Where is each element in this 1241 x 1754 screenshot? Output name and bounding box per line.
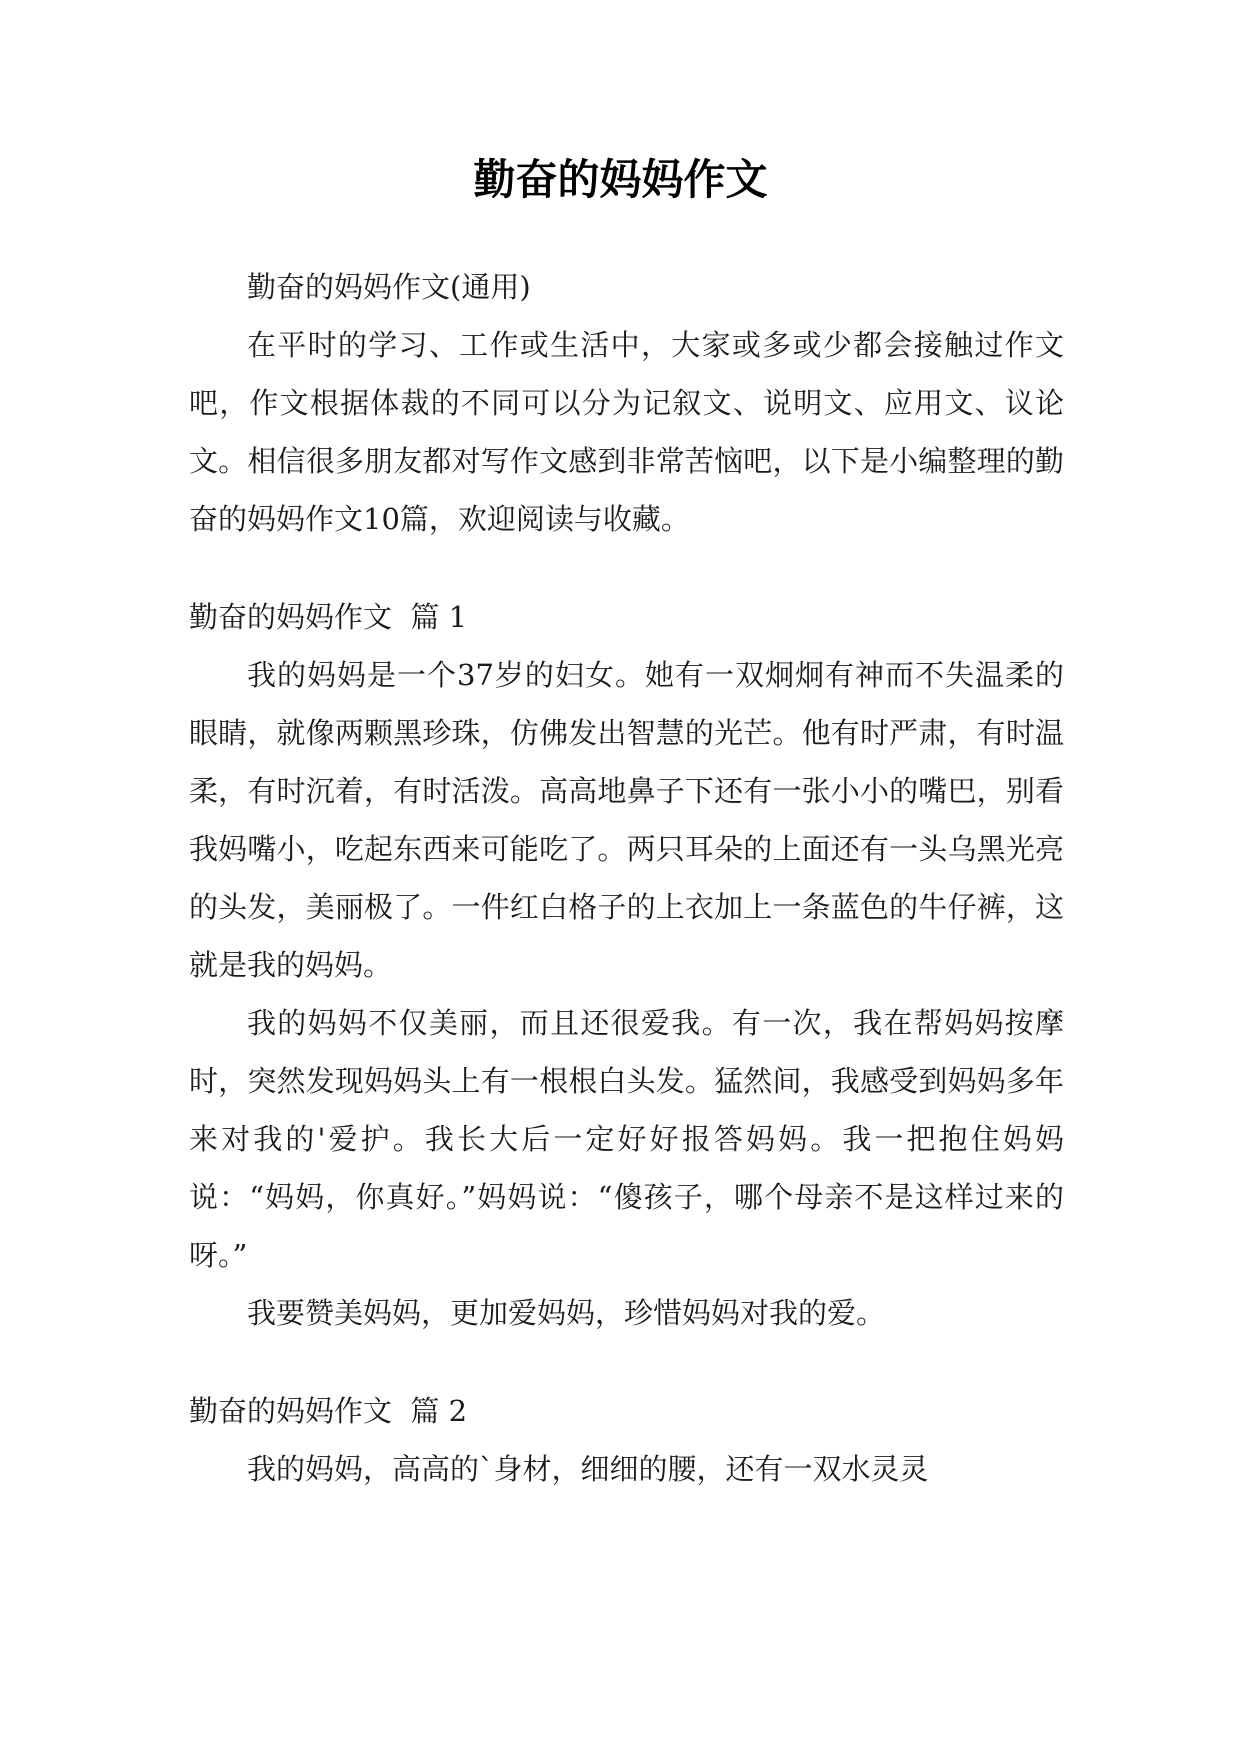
section-paragraph: 我的妈妈不仅美丽，而且还很爱我。有一次，我在帮妈妈按摩时，突然发现妈妈头上有一根根白头发。猛然间，我感受到妈妈多年来对我的'爱护。我长大后一定好好报答妈妈。我一把抱住妈妈说：“妈妈，你真好。”妈妈说：“傻孩子，哪个母亲不是这样过来的呀。”	[189, 1006, 1064, 1272]
section-paragraph: 我的妈妈，高高的`身材，细细的腰，还有一双水灵灵	[247, 1452, 929, 1486]
section-paragraph: 我的妈妈是一个37岁的妇女。她有一双炯炯有神而不失温柔的眼睛，就像两颗黑珍珠，仿佛发出智慧的光芒。他有时严肃，有时温柔，有时沉着，有时活泼。高高地鼻子下还有一张小小的嘴巴，别看我妈嘴小，吃起东西来可能吃了。两只耳朵的上面还有一头乌黑光亮的头发，美丽极了。一件红白格子的上衣加上一条蓝色的牛仔裤，这就是我的妈妈。	[189, 658, 1064, 982]
document-subtitle: 勤奋的妈妈作文(通用)	[247, 270, 531, 304]
section-heading: 勤奋的妈妈作文 篇 2	[189, 1394, 468, 1428]
document-body	[189, 258, 1064, 1498]
section-paragraph: 我要赞美妈妈，更加爱妈妈，珍惜妈妈对我的爱。	[247, 1296, 886, 1330]
section-heading: 勤奋的妈妈作文 篇 1	[189, 600, 468, 634]
essay-section-1	[189, 588, 1064, 1342]
intro-paragraph: 在平时的学习、工作或生活中，大家或多或少都会接触过作文吧，作文根据体裁的不同可以分为记叙文、说明文、应用文、议论文。相信很多朋友都对写作文感到非常苦恼吧，以下是小编整理的勤奋的妈妈作文10篇，欢迎阅读与收藏。	[189, 328, 1064, 536]
document-title: 勤奋的妈妈作文	[473, 155, 768, 204]
essay-section-2	[189, 1382, 1064, 1498]
